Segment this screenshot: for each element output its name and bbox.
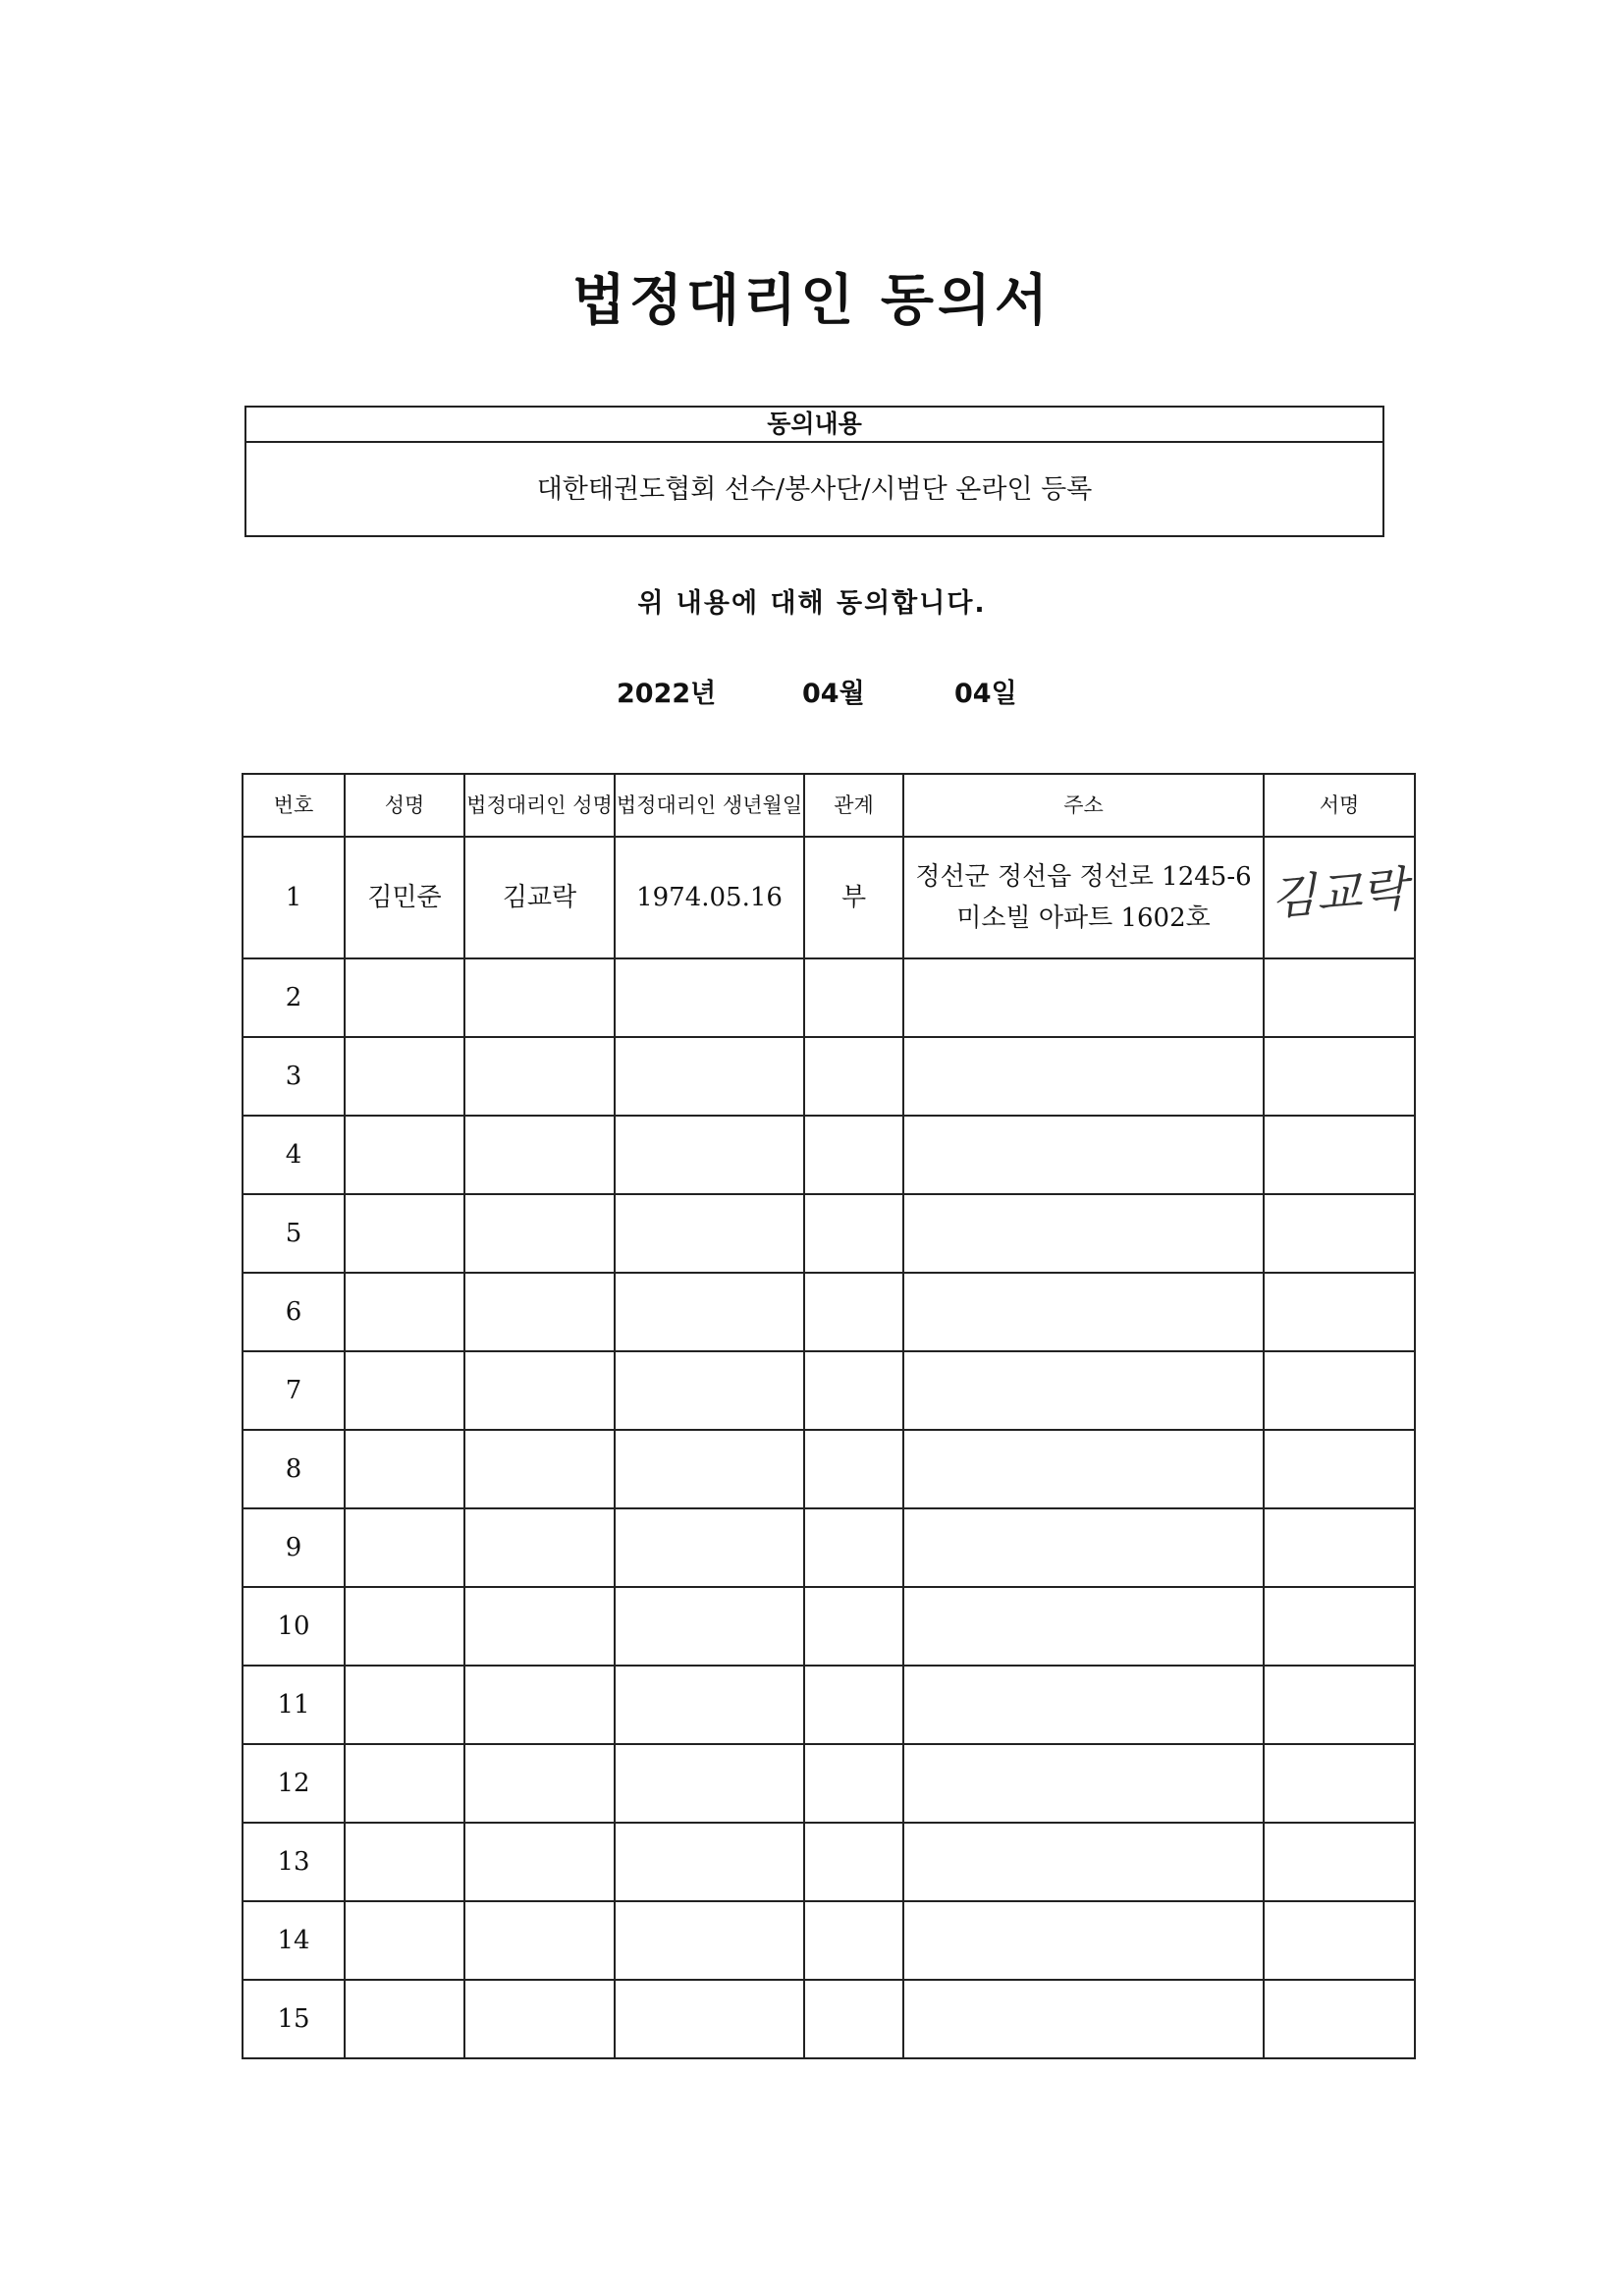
cell-number: 15 bbox=[243, 1980, 345, 2058]
table-row bbox=[243, 1823, 1415, 1901]
header-number: 번호 bbox=[243, 774, 345, 837]
cell-relation: 부 bbox=[804, 837, 903, 958]
date-day: 04일 bbox=[954, 679, 1017, 709]
page-title: 법정대리인 동의서 bbox=[571, 269, 1053, 333]
handwritten-signature: 김교락 bbox=[1269, 861, 1410, 926]
table-row bbox=[243, 1116, 1415, 1194]
header-guardian-birth: 법정대리인 생년월일 bbox=[615, 774, 804, 837]
agreement-statement: 위 내용에 대해 동의합니다. bbox=[637, 588, 987, 619]
cell-number: 8 bbox=[243, 1430, 345, 1508]
cell-address: 정선군 정선읍 정선로 1245-6 미소빌 아파트 1602호 bbox=[903, 837, 1264, 958]
signer-table bbox=[242, 773, 1416, 2059]
cell-guardian-name: 김교락 bbox=[464, 837, 615, 958]
date-month: 04월 bbox=[802, 679, 865, 709]
cell-number: 3 bbox=[243, 1037, 345, 1116]
table-row bbox=[243, 1980, 1415, 2058]
date-year: 2022년 bbox=[617, 679, 717, 709]
cell-number: 5 bbox=[243, 1194, 345, 1273]
table-row bbox=[243, 1666, 1415, 1744]
table-row bbox=[243, 1430, 1415, 1508]
consent-content: 대한태권도협회 선수/봉사단/시범단 온라인 등록 bbox=[536, 474, 1093, 505]
cell-number: 2 bbox=[243, 958, 345, 1037]
cell-signature bbox=[1264, 837, 1415, 958]
consent-header: 동의내용 bbox=[246, 408, 1382, 443]
table-row bbox=[243, 1744, 1415, 1823]
cell-number: 14 bbox=[243, 1901, 345, 1980]
table-row bbox=[243, 958, 1415, 1037]
table-row bbox=[243, 1194, 1415, 1273]
cell-guardian-birth: 1974.05.16 bbox=[615, 837, 804, 958]
cell-number: 12 bbox=[243, 1744, 345, 1823]
table-row bbox=[243, 1508, 1415, 1587]
cell-number: 1 bbox=[243, 837, 345, 958]
cell-number: 9 bbox=[243, 1508, 345, 1587]
cell-number: 13 bbox=[243, 1823, 345, 1901]
cell-number: 7 bbox=[243, 1351, 345, 1430]
table-row bbox=[243, 1351, 1415, 1430]
cell-number: 6 bbox=[243, 1273, 345, 1351]
table-row bbox=[243, 1901, 1415, 1980]
table-row bbox=[243, 837, 1415, 958]
header-signature: 서명 bbox=[1264, 774, 1415, 837]
table-row bbox=[243, 1587, 1415, 1666]
cell-name: 김민준 bbox=[345, 837, 464, 958]
cell-number: 11 bbox=[243, 1666, 345, 1744]
header-name: 성명 bbox=[345, 774, 464, 837]
header-address: 주소 bbox=[903, 774, 1264, 837]
cell-number: 10 bbox=[243, 1587, 345, 1666]
header-guardian-name: 법정대리인 성명 bbox=[464, 774, 615, 837]
table-row bbox=[243, 1037, 1415, 1116]
table-row bbox=[243, 1273, 1415, 1351]
cell-number: 4 bbox=[243, 1116, 345, 1194]
consent-box bbox=[244, 406, 1384, 537]
table-header-row bbox=[243, 774, 1415, 837]
header-relation: 관계 bbox=[804, 774, 903, 837]
